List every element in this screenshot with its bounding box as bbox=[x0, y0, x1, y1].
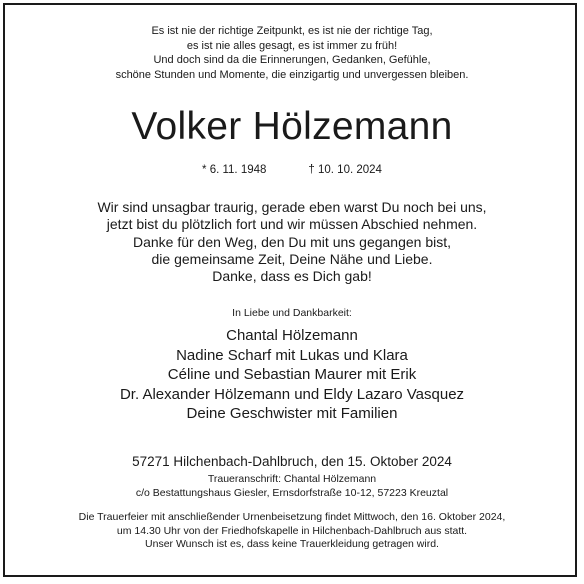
mourner-name: Dr. Alexander Hölzemann und Eldy Lazaro Vasquez bbox=[119, 385, 465, 403]
verse-line: Wir sind unsagbar traurig, gerade eben warst Du noch bei uns, bbox=[97, 199, 487, 215]
birth-date: * 6. 11. 1948 bbox=[202, 164, 267, 176]
mourner-name: Nadine Scharf mit Lukas und Klara bbox=[176, 346, 408, 364]
mourner-name: Chantal Hölzemann bbox=[226, 327, 358, 344]
life-dates bbox=[0, 163, 584, 177]
notice-line: Unser Wunsch ist es, dass keine Trauerkleidung getragen wird. bbox=[145, 538, 439, 550]
funeral-notice bbox=[0, 511, 584, 552]
poem-line: Es ist nie der richtige Zeitpunkt, es ist nie der richtige Tag, bbox=[151, 25, 433, 37]
mourners-list bbox=[0, 326, 584, 424]
mourner-name: Deine Geschwister mit Familien bbox=[186, 405, 398, 422]
contact-line: c/o Bestattungshaus Giesler, Ernsdorfstraße 10-12, 57223 Kreuztal bbox=[135, 486, 449, 499]
place-and-date: 57271 Hilchenbach-Dahlbruch, den 15. Oktober 2024 bbox=[132, 454, 452, 469]
notice-line: Die Trauerfeier mit anschließender Urnenbeisetzung findet Mittwoch, den 16. Oktober 2024, bbox=[78, 511, 506, 523]
verse-line: Danke, dass es Dich gab! bbox=[212, 268, 372, 285]
mourning-address bbox=[0, 473, 584, 500]
verse-line: jetzt bist du plötzlich fort und wir müssen Abschied nehmen. bbox=[106, 216, 478, 233]
verse-line: Danke für den Weg, den Du mit uns gegangen bist, bbox=[132, 233, 452, 250]
poem-line: schöne Stunden und Momente, die einzigartig und unvergessen bleiben. bbox=[115, 68, 469, 81]
deceased-name: Volker Hölzemann bbox=[131, 105, 453, 148]
farewell-verse bbox=[0, 199, 584, 285]
poem-line: Und doch sind da die Erinnerungen, Gedanken, Gefühle, bbox=[153, 54, 431, 66]
death-date: † 10. 10. 2024 bbox=[308, 164, 382, 176]
notice-line: um 14.30 Uhr von der Friedhofskapelle in Hilchenbach-Dahlbruch aus statt. bbox=[116, 524, 468, 537]
opening-poem bbox=[0, 24, 584, 82]
verse-line: die gemeinsame Zeit, Deine Nähe und Liebe. bbox=[151, 250, 433, 267]
contact-line: Traueranschrift: Chantal Hölzemann bbox=[207, 473, 377, 485]
mourner-name: Céline und Sebastian Maurer mit Erik bbox=[167, 366, 417, 383]
poem-line: es ist nie alles gesagt, es ist immer zu früh! bbox=[186, 39, 398, 52]
mourners-intro: In Liebe und Dankbarkeit: bbox=[232, 307, 352, 319]
